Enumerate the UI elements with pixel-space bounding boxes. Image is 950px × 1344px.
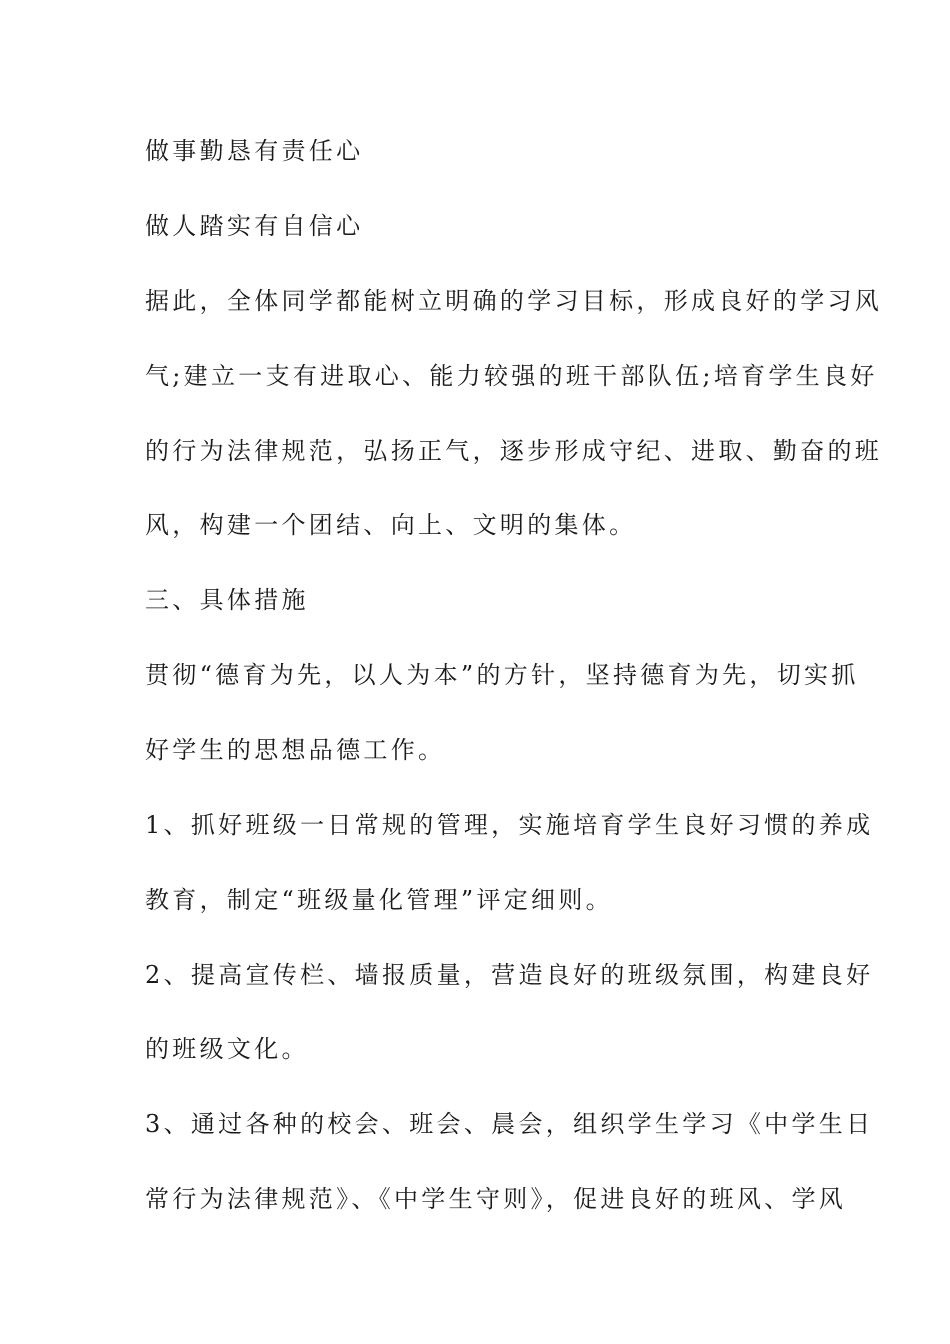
text-line: 的班级文化。 (145, 1035, 309, 1063)
text-line: 的行为法律规范，弘扬正气，逐步形成守纪、进取、勤奋的班 (145, 437, 883, 465)
section-heading: 三、具体措施 (145, 586, 309, 614)
text-line: 据此，全体同学都能树立明确的学习目标，形成良好的学习风 (145, 287, 883, 315)
text-line: 3、通过各种的校会、班会、晨会，组织学生学习《中学生日 (145, 1110, 874, 1138)
text-line: 气;建立一支有进取心、能力较强的班干部队伍;培育学生良好 (145, 362, 878, 390)
text-line: 好学生的思想品德工作。 (145, 736, 446, 764)
text-line: 贯彻“德育为先，以人为本”的方针，坚持德育为先，切实抓 (145, 661, 859, 689)
text-line: 做人踏实有自信心 (145, 212, 364, 240)
text-line: 风，构建一个团结、向上、文明的集体。 (145, 511, 637, 539)
text-line: 常行为法律规范》、《中学生守则》，促进良好的班风、学风 (145, 1185, 847, 1213)
text-line: 教育，制定“班级量化管理”评定细则。 (145, 886, 613, 914)
text-line: 做事勤恳有责任心 (145, 137, 364, 165)
text-line: 1、抓好班级一日常规的管理，实施培育学生良好习惯的养成 (145, 811, 874, 839)
text-line: 2、提高宣传栏、墙报质量，营造良好的班级氛围，构建良好 (145, 961, 874, 989)
